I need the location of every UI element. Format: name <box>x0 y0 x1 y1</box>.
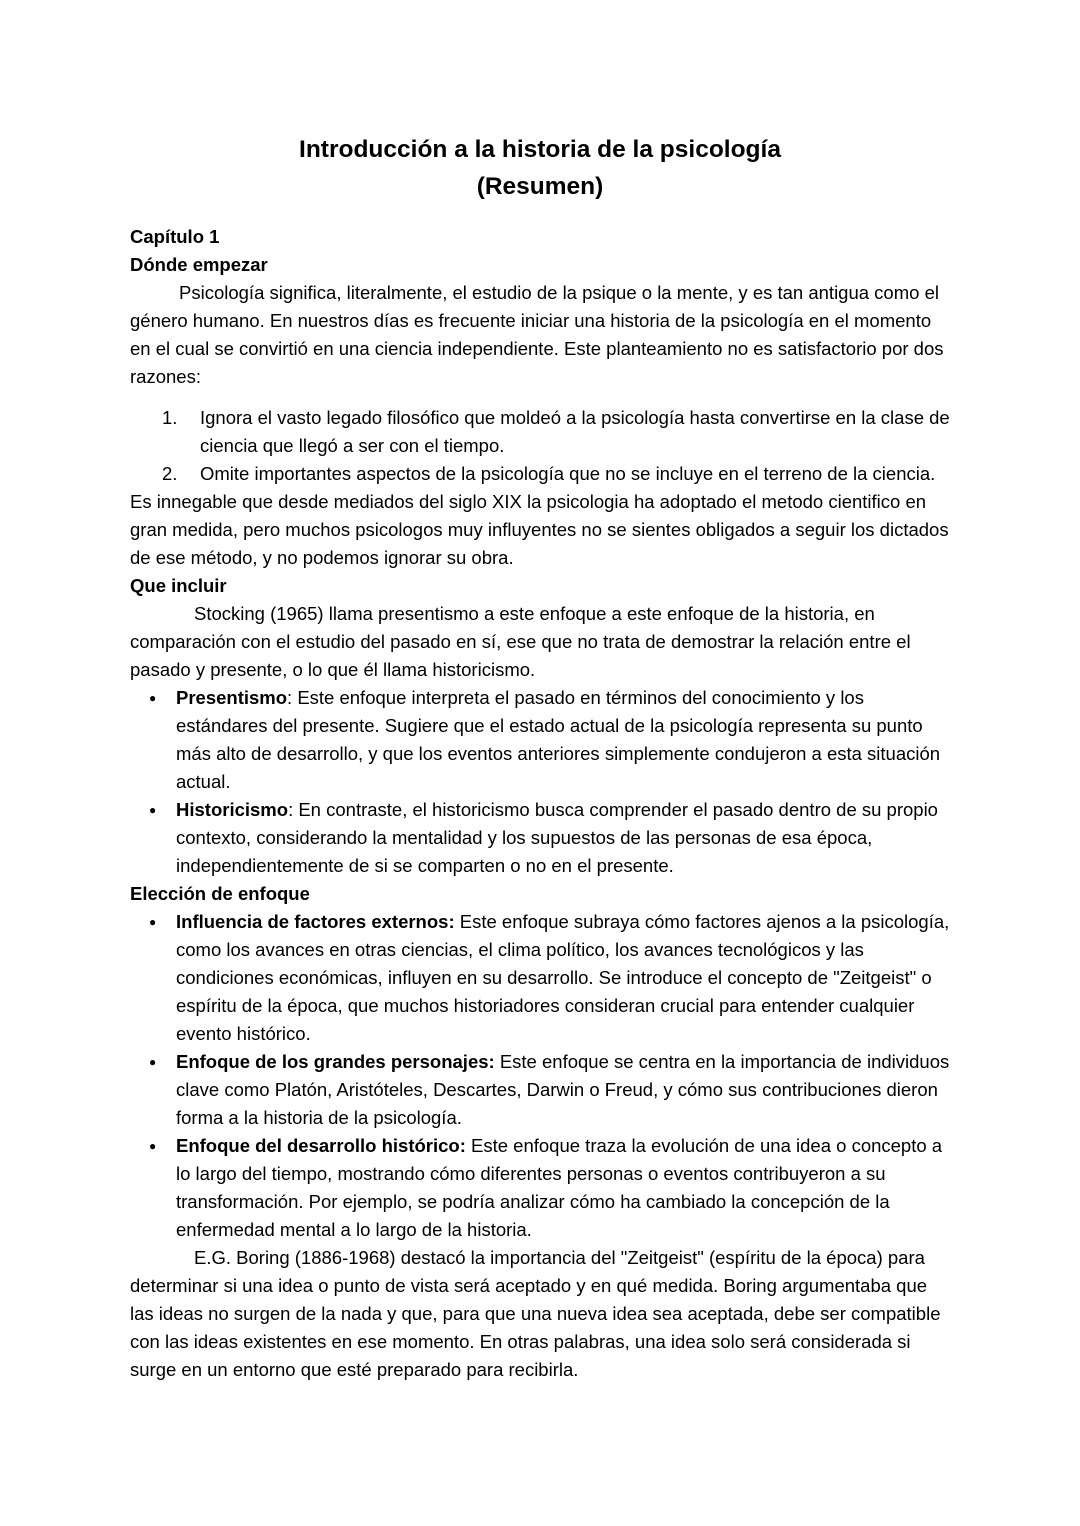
bullet-item <box>130 1132 950 1244</box>
bullet-text: Este enfoque se centra en la importancia de individuos clave como Platón, Aristóteles, Descartes, Darwin o Freud, y cómo sus contribuciones dieron forma a la historia de la psicología. <box>176 1051 950 1128</box>
page-subtitle: (Resumen) <box>476 173 604 200</box>
bullet-item <box>130 684 950 796</box>
bullet-label: Presentismo <box>176 687 288 708</box>
list-item-text: Omite importantes aspectos de la psicología que no se incluye en el terreno de la ciencia. <box>200 463 936 484</box>
bullet-icon: ● <box>149 1139 157 1153</box>
intro-paragraph: Psicología significa, literalmente, el estudio de la psique o la mente, y es tan antigua como el género humano. En nuestros días es frecuente iniciar una historia de la psicología en el momento en el cual se convirtió en una ciencia independiente. Este planteamiento no es satisfactorio por dos razones: <box>130 282 944 387</box>
list-number: 2. <box>162 463 178 484</box>
closing-paragraph: E.G. Boring (1886-1968) destacó la importancia del "Zeitgeist" (espíritu de la época) para determinar si una idea o punto de vista será aceptado y en qué medida. Boring argumentaba que las ideas no surgen de la nada y que, para que una nueva idea sea aceptada, debe ser compatible con las ideas existentes en ese momento. En otras palabras, una idea solo será considerada si surge en un entorno que esté preparado para recibirla. <box>130 1247 941 1380</box>
bullet-text: : Este enfoque interpreta el pasado en términos del conocimiento y los estándares del presente. Sugiere que el estado actual de la psicología representa su punto más alto de desarrollo, y que los eventos anteriores simplemente condujeron a esta situación actual. <box>176 687 941 792</box>
list-item <box>130 404 950 460</box>
section-heading-eleccion-de-enfoque: Elección de enfoque <box>130 883 310 904</box>
bullet-text: : En contraste, el historicismo busca comprender el pasado dentro de su propio contexto, considerando la mentalidad y los supuestos de las personas de esa época, independientemente de si se comparten o no en el presente. <box>176 799 938 876</box>
bullet-text: Este enfoque subraya cómo factores ajenos a la psicología, como los avances en otras ciencias, el clima político, los avances tecnológicos y las condiciones económicas, influyen en su desarrollo. Se introduce el concepto de "Zeitgeist" o espíritu de la época, que muchos historiadores consideran crucial para entender cualquier evento histórico. <box>176 911 950 1044</box>
bullet-icon: ● <box>149 691 157 705</box>
paragraph-es-innegable: Es innegable que desde mediados del siglo XIX la psicologia ha adoptado el metodo cientifico en gran medida, pero muchos psicologos muy influyentes no se sientes obligados a seguir los dictados de ese método, y no podemos ignorar su obra. <box>130 491 949 568</box>
list-item-text: Ignora el vasto legado filosófico que moldeó a la psicología hasta convertirse en la clase de ciencia que llegó a ser con el tiempo. <box>200 407 950 456</box>
bullet-icon: ● <box>149 915 157 929</box>
bullet-icon: ● <box>149 803 157 817</box>
reasons-list <box>130 404 950 488</box>
page-title: Introducción a la historia de la psicología <box>299 136 781 163</box>
paragraph-stocking: Stocking (1965) llama presentismo a este enfoque a este enfoque de la historia, en comparación con el estudio del pasado en sí, ese que no trata de demostrar la relación entre el pasado y presente, o lo que él llama historicismo. <box>130 603 911 680</box>
list-number: 1. <box>162 407 178 428</box>
bullet-label: Influencia de factores externos: <box>176 911 455 932</box>
chapter-heading: Capítulo 1 <box>130 226 220 247</box>
bullet-label: Enfoque del desarrollo histórico: <box>176 1135 466 1156</box>
bullet-label: Enfoque de los grandes personajes: <box>176 1051 495 1072</box>
bullet-icon: ● <box>149 1055 157 1069</box>
section-heading-que-incluir: Que incluir <box>130 575 227 596</box>
bullet-item <box>130 796 950 880</box>
focus-bullet-list <box>130 908 950 1244</box>
document-title-block <box>130 131 950 205</box>
section-heading-donde-empezar: Dónde empezar <box>130 254 268 275</box>
bullet-label: Historicismo <box>176 799 289 820</box>
approaches-bullet-list <box>130 684 950 880</box>
bullet-item <box>130 908 950 1048</box>
list-item <box>130 460 950 488</box>
bullet-item <box>130 1048 950 1132</box>
bullet-text: Este enfoque traza la evolución de una idea o concepto a lo largo del tiempo, mostrando cómo diferentes personas o eventos contribuyeron a su transformación. Por ejemplo, se podría analizar cómo ha cambiado la concepción de la enfermedad mental a lo largo de la historia. <box>176 1135 943 1240</box>
